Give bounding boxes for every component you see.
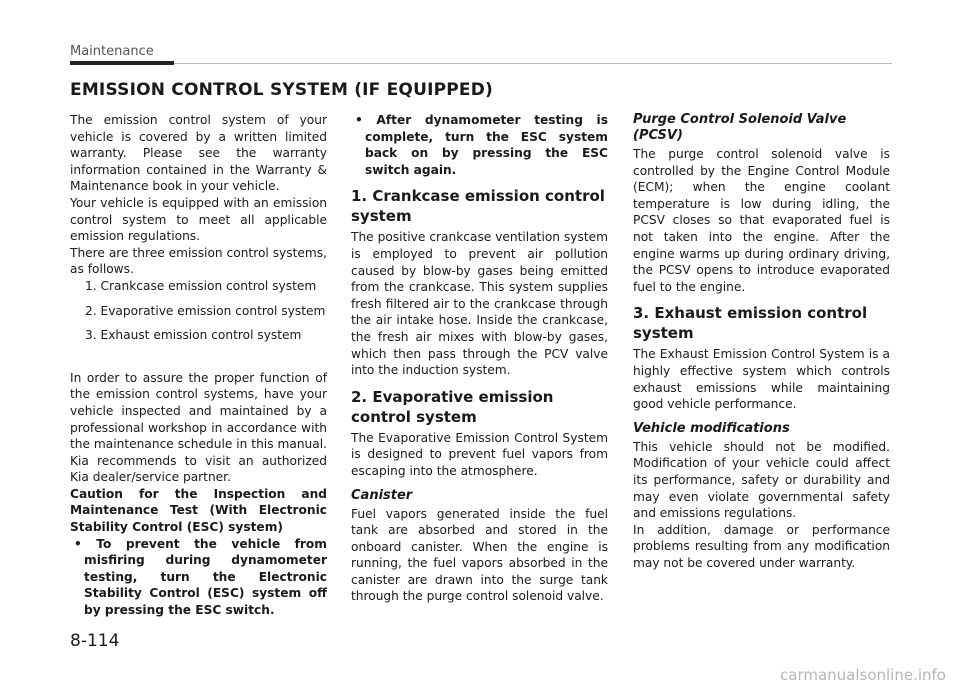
- subheading-vehicle-modifications: Vehicle modifications: [633, 420, 790, 436]
- column-left: [70, 112, 327, 619]
- evaporative-paragraph: The Evaporative Emission Control System is designed to prevent fuel vapors from escaping into the atmosphere.: [351, 430, 608, 478]
- intro-paragraph-2: Your vehicle is equipped with an emission control system to meet all applicable emission regulations.: [70, 195, 327, 244]
- modifications-paragraph-1: This vehicle should not be modified. Modification of your vehicle could affect its performance, safety or durability and may even violate governmental safety and emissions regulations.: [633, 439, 890, 521]
- caution-heading: Caution for the Inspection and Maintenance Test (With Electronic Stability Control (ESC) system): [70, 486, 327, 535]
- pcsv-paragraph: The purge control solenoid valve is controlled by the Engine Control Module (ECM); when the engine coolant temperature is low during idling, the PCSV closes so that evaporated fuel is not taken into the engine. After the engine warms up during ordinary driving, the PCSV opens to introduce evaporated fuel to the engine.: [633, 147, 890, 294]
- list-item-2: 2. Evaporative emission control system: [85, 303, 326, 318]
- exhaust-paragraph: The Exhaust Emission Control System is a highly effective system which controls exhaust emissions while maintaining good vehicle performance.: [633, 347, 890, 412]
- watermark: carmanualsonline.info: [780, 666, 946, 684]
- column-right: [633, 112, 890, 571]
- page-title: EMISSION CONTROL SYSTEM (IF EQUIPPED): [70, 80, 494, 100]
- bullet-esc-back-on: • After dynamometer testing is complete, turn the ESC system back on by pressing the ESC switch again.: [355, 113, 608, 177]
- list-item-3: 3. Exhaust emission control system: [85, 328, 302, 343]
- heading-crankcase: 1. Crankcase emission control system: [351, 187, 605, 226]
- column-middle: [351, 112, 608, 605]
- crankcase-paragraph: The positive crankcase ventilation system is employed to prevent air pollution caused by blow-by gases being emitted from the crankcase. This system supplies fresh filtered air to the crankcase through the air intake hose. Inside the crankcase, the fresh air mixes with blow-by gases, which then pass through the PCV valve into the induction system.: [351, 230, 608, 378]
- section-label: Maintenance: [70, 44, 154, 59]
- list-item-1: 1. Crankcase emission control system: [85, 278, 317, 293]
- page-number: 8-114: [70, 631, 120, 651]
- modifications-paragraph-2: In addition, damage or performance problems resulting from any modification may not be covered under warranty.: [633, 522, 890, 570]
- intro-paragraph-3: There are three emission control systems, as follows.: [70, 245, 327, 277]
- intro-paragraph-1: The emission control system of your vehicle is covered by a written limited warranty. Please see the warranty information contained in the Warranty & Maintenance book in your vehicle.: [70, 113, 327, 194]
- subheading-canister: Canister: [351, 487, 413, 503]
- maintenance-paragraph: In order to assure the proper function of the emission control systems, have your vehicle inspected and maintained by a professional workshop in accordance with the maintenance schedule in this manual. Kia recommends to visit an authorized Kia dealer/service partner.: [70, 370, 327, 485]
- section-bar: [70, 61, 174, 65]
- header-divider: [174, 63, 892, 64]
- subheading-pcsv: Purge Control Solenoid Valve (PCSV): [633, 112, 847, 143]
- canister-paragraph: Fuel vapors generated inside the fuel tank are absorbed and stored in the onboard canister. When the engine is running, the fuel vapors absorbed in the canister are drawn into the surge tank through the purge control solenoid valve.: [351, 506, 608, 604]
- heading-evaporative: 2. Evaporative emission control system: [351, 387, 554, 426]
- heading-exhaust: 3. Exhaust emission control system: [633, 304, 868, 343]
- bullet-misfiring: • To prevent the vehicle from misfiring during dynamometer testing, turn the Electronic Stability Control (ESC) system off by pressing the ESC switch.: [74, 536, 327, 618]
